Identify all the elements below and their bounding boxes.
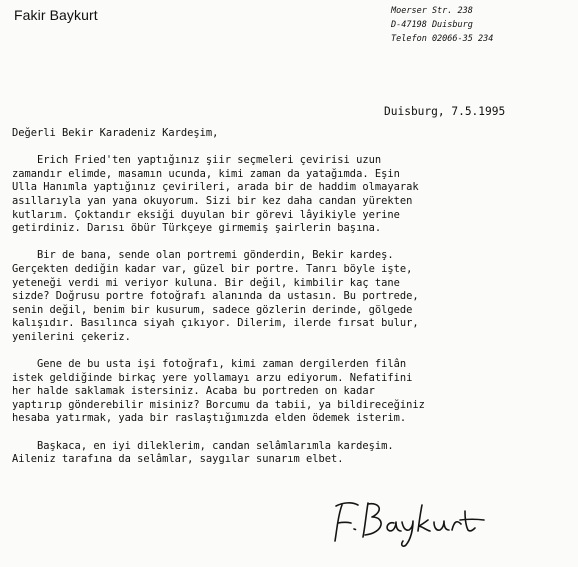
text-line: Ulla Hanımla yaptığınız çevirileri, arada bir de haddim olmayarak (12, 181, 419, 194)
text-line: hesaba yatırmak, yada bir raslaştığımızda elden ödemek isterim. (12, 412, 407, 425)
paragraph-2 (12, 249, 572, 344)
place-and-date: Duisburg, 7.5.1995 (384, 105, 506, 118)
text-line: Başkaca, en iyi dileklerim, candan selâmlarımla kardeşim. (12, 439, 394, 452)
letterhead-name: Fakir Baykurt (14, 7, 98, 23)
letterhead-address (391, 4, 493, 46)
text-line: senin değil, benim bir kusurum, sadece gözlerin derinde, gölgede (12, 303, 413, 316)
text-line: kutlarım. Çoktandır eksiği duyulan bir görevi lâyikiyle yerine (12, 208, 400, 221)
paragraph-3 (12, 358, 572, 426)
text-line: Gene de bu usta işi fotoğrafı, kimi zaman dergilerden filân (12, 358, 407, 371)
spacer (12, 141, 572, 155)
text-line: getirdiniz. Darısı öbür Türkçeye girmemiş şairlerin başına. (12, 222, 382, 235)
spacer (12, 236, 572, 250)
text-line: yeteneği verdi mi veriyor kuluna. Bir değil, kimbilir kaç tane (12, 276, 400, 289)
text-line: sizde? Doğrusu portre fotoğrafı alanında da ustasın. Bu portrede, (12, 290, 419, 303)
text-line: yenilerini çekeriz. (12, 330, 131, 343)
handwritten-signature (332, 493, 502, 549)
salutation: Değerli Bekir Karadeniz Kardeşim, (12, 127, 219, 139)
paragraph-4 (12, 440, 572, 467)
text-line: her halde saklamak istersiniz. Acaba bu portreden on kadar (12, 385, 375, 398)
text-line: Erich Fried'ten yaptığınız şiir seçmeleri çevirisi uzun (12, 154, 382, 167)
paragraph-1 (12, 154, 572, 236)
text-line: Aileniz tarafına da selâmlar, saygılar sunarım elbet. (12, 453, 344, 466)
signature-drawing (332, 493, 502, 549)
text-line: kalışıdır. Basılınca siyah çıkıyor. Dilerim, ilerde fırsat bulur, (12, 317, 419, 330)
text-line: zamandır elimde, masamın ucunda, kimi zaman da yatağımda. Eşin (12, 167, 400, 180)
letter-body (12, 127, 572, 467)
text-line: asıllarıyla yan yana okuyorum. Sizi bir kez daha candan yürekten (12, 194, 413, 207)
text-line: yaptırıp gönderebilir misiniz? Borcumu da tabii, ya bildireceğiniz (12, 398, 425, 411)
spacer (12, 345, 572, 359)
text-line: istek geldiğinde birkaç yere yollamayı arzu ediyorum. Nefatifini (12, 371, 413, 384)
spacer (12, 426, 572, 440)
text-line: Bir de bana, sende olan portremi gönderdin, Bekir kardeş. (12, 249, 394, 262)
address-city: D-47198 Duisburg (391, 20, 473, 30)
address-street: Moerser Str. 238 (391, 6, 473, 16)
address-phone: Telefon 02066-35 234 (391, 34, 494, 44)
text-line: Gerçekten dediğin kadar var, güzel bir portre. Tanrı böyle işte, (12, 262, 413, 275)
